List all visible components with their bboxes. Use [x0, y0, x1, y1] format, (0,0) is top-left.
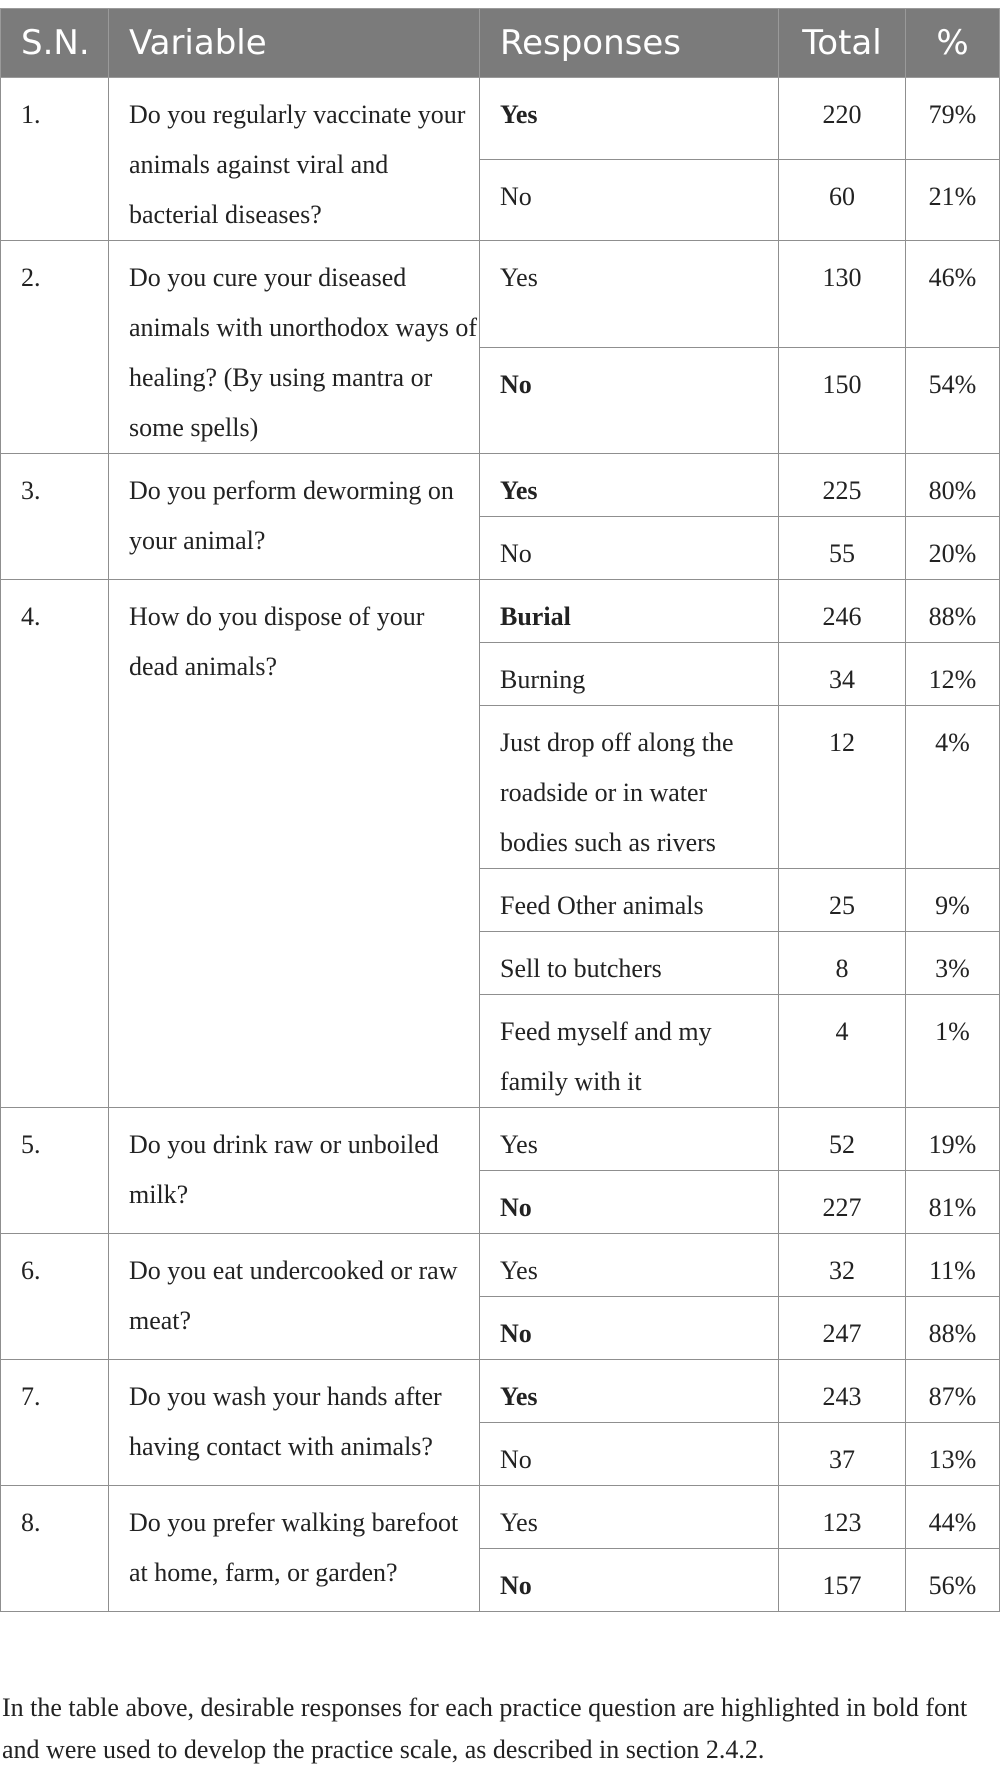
cell-percent: 79% [906, 78, 1000, 160]
cell-sn: 1. [1, 78, 109, 241]
cell-sn: 6. [1, 1234, 109, 1360]
cell-percent: 80% [906, 454, 1000, 517]
response-label: Just drop off along the roadside or in water bodies such as rivers [500, 728, 734, 857]
response-label-desirable: No [500, 369, 532, 399]
response-label: Burning [500, 665, 586, 694]
table-row [1, 78, 1000, 160]
practice-table [0, 8, 1000, 1612]
cell-response [480, 932, 779, 995]
cell-response [480, 1486, 779, 1549]
cell-sn: 8. [1, 1486, 109, 1612]
response-label-desirable: Yes [500, 100, 538, 129]
table-footnote: In the table above, desirable responses for each practice question are highlighted in bold font and were used to develop the practice scale, as described in section 2.4.2. [2, 1693, 968, 1764]
response-label: No [500, 181, 532, 211]
cell-total: 220 [779, 78, 906, 160]
cell-total: 4 [779, 995, 906, 1108]
cell-total: 55 [779, 517, 906, 580]
cell-variable: Do you regularly vaccinate your animals against viral and bacterial diseases? [109, 78, 480, 241]
response-label: Yes [500, 1130, 538, 1159]
cell-total: 150 [779, 347, 906, 454]
cell-total: 247 [779, 1297, 906, 1360]
cell-percent: 12% [906, 643, 1000, 706]
header-row [1, 9, 1000, 78]
response-label: Yes [500, 1256, 538, 1285]
cell-response [480, 1234, 779, 1297]
cell-percent: 88% [906, 1297, 1000, 1360]
table-row [1, 454, 1000, 517]
header-percent: % [906, 9, 1000, 78]
cell-response [480, 159, 779, 241]
table-row [1, 1360, 1000, 1423]
cell-percent: 56% [906, 1549, 1000, 1612]
response-label-desirable: No [500, 1319, 532, 1348]
cell-variable: Do you prefer walking barefoot at home, farm, or garden? [109, 1486, 480, 1612]
cell-response [480, 643, 779, 706]
cell-variable: Do you wash your hands after having contact with animals? [109, 1360, 480, 1486]
cell-sn: 5. [1, 1108, 109, 1234]
response-label: Sell to butchers [500, 954, 662, 983]
cell-sn: 3. [1, 454, 109, 580]
cell-percent: 13% [906, 1423, 1000, 1486]
cell-response [480, 241, 779, 348]
cell-response [480, 517, 779, 580]
cell-percent: 44% [906, 1486, 1000, 1549]
cell-variable: Do you eat undercooked or raw meat? [109, 1234, 480, 1360]
table-row [1, 241, 1000, 348]
cell-sn: 2. [1, 241, 109, 454]
table-body [1, 78, 1000, 1612]
cell-response [480, 1297, 779, 1360]
cell-response [480, 1108, 779, 1171]
table-row [1, 1234, 1000, 1297]
header-variable: Variable [109, 9, 480, 78]
cell-total: 225 [779, 454, 906, 517]
cell-percent: 9% [906, 869, 1000, 932]
table-header [1, 9, 1000, 78]
cell-response [480, 1423, 779, 1486]
header-responses: Responses [480, 9, 779, 78]
response-label-desirable: No [500, 1571, 532, 1600]
response-label-desirable: No [500, 1193, 532, 1222]
response-label: No [500, 1445, 532, 1474]
response-label-desirable: Burial [500, 602, 571, 631]
cell-percent: 21% [906, 159, 1000, 241]
cell-total: 227 [779, 1171, 906, 1234]
cell-percent: 11% [906, 1234, 1000, 1297]
table-row [1, 1486, 1000, 1549]
cell-total: 32 [779, 1234, 906, 1297]
practice-table-container [0, 8, 999, 1612]
cell-response [480, 580, 779, 643]
cell-response [480, 1549, 779, 1612]
cell-sn: 4. [1, 580, 109, 1108]
cell-percent: 19% [906, 1108, 1000, 1171]
cell-percent: 4% [906, 706, 1000, 869]
cell-total: 12 [779, 706, 906, 869]
header-total: Total [779, 9, 906, 78]
cell-response [480, 706, 779, 869]
cell-percent: 3% [906, 932, 1000, 995]
cell-variable: Do you drink raw or unboiled milk? [109, 1108, 480, 1234]
cell-total: 123 [779, 1486, 906, 1549]
cell-response [480, 1171, 779, 1234]
response-label-desirable: Yes [500, 476, 538, 505]
cell-percent: 87% [906, 1360, 1000, 1423]
cell-total: 246 [779, 580, 906, 643]
cell-total: 34 [779, 643, 906, 706]
cell-total: 52 [779, 1108, 906, 1171]
response-label: No [500, 539, 532, 568]
cell-total: 37 [779, 1423, 906, 1486]
cell-total: 243 [779, 1360, 906, 1423]
header-sn: S.N. [1, 9, 109, 78]
table-row [1, 580, 1000, 643]
cell-response [480, 454, 779, 517]
cell-response [480, 347, 779, 454]
response-label: Feed Other animals [500, 891, 704, 920]
cell-total: 157 [779, 1549, 906, 1612]
cell-percent: 54% [906, 347, 1000, 454]
response-label: Yes [500, 263, 538, 292]
response-label-desirable: Yes [500, 1382, 538, 1411]
cell-total: 130 [779, 241, 906, 348]
cell-percent: 20% [906, 517, 1000, 580]
cell-response [480, 78, 779, 160]
cell-response [480, 995, 779, 1108]
cell-percent: 1% [906, 995, 1000, 1108]
cell-response [480, 1360, 779, 1423]
cell-percent: 46% [906, 241, 1000, 348]
cell-response [480, 869, 779, 932]
response-label: Feed myself and my family with it [500, 1017, 712, 1096]
cell-variable: Do you perform deworming on your animal? [109, 454, 480, 580]
cell-variable: How do you dispose of your dead animals? [109, 580, 480, 1108]
table-row [1, 1108, 1000, 1171]
cell-total: 25 [779, 869, 906, 932]
cell-total: 60 [779, 159, 906, 241]
response-label: Yes [500, 1508, 538, 1537]
cell-percent: 88% [906, 580, 1000, 643]
cell-sn: 7. [1, 1360, 109, 1486]
cell-variable: Do you cure your diseased animals with unorthodox ways of healing? (By using mantra or some spells) [109, 241, 480, 454]
cell-total: 8 [779, 932, 906, 995]
cell-percent: 81% [906, 1171, 1000, 1234]
